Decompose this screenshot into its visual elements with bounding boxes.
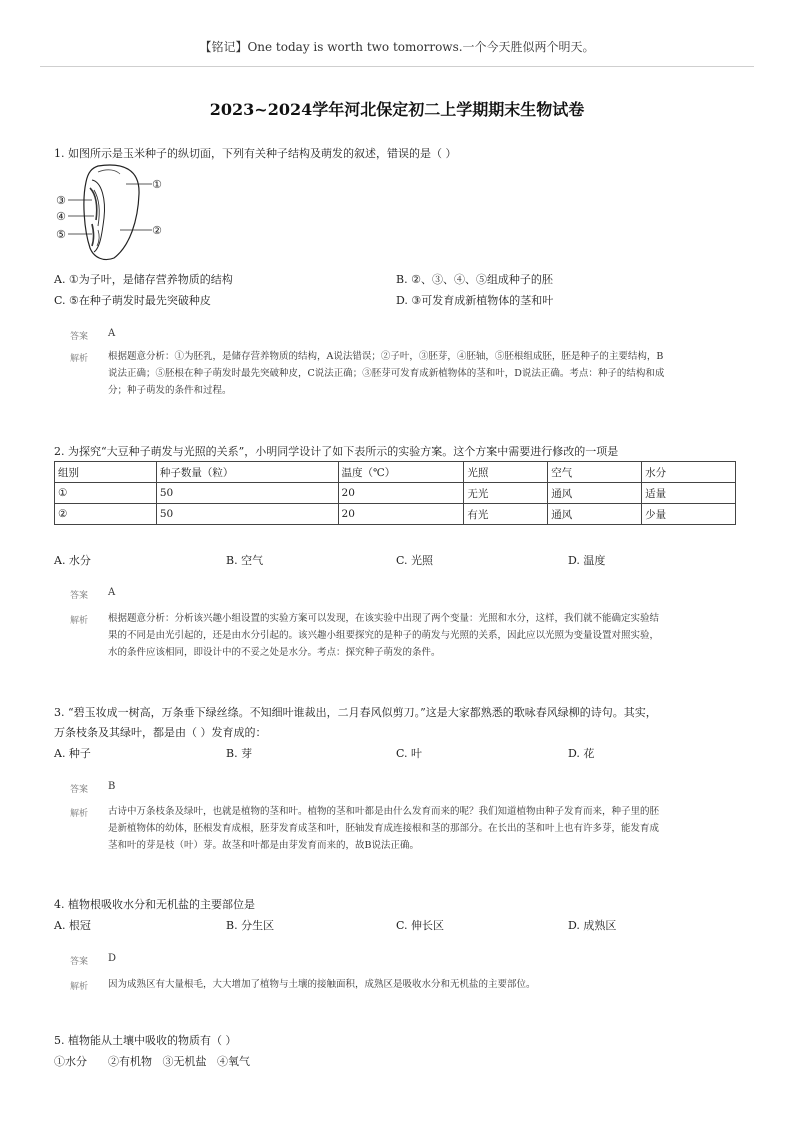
table-cell: ② [55, 504, 157, 525]
q3-option-d: D. 花 [568, 747, 595, 760]
table-cell: 50 [156, 483, 338, 504]
q4-analysis-label: 解析 [70, 982, 89, 992]
q2-stem: 2. 为探究“大豆种子萌发与光照的关系”，小明同学设计了如下表所示的实验方案。这个方案中需要进行修改的一项是 [54, 445, 619, 458]
table-header-cell: 种子数量（粒） [156, 462, 338, 483]
q1-analysis-line: 说法正确；⑤胚根在种子萌发时最先突破种皮，C说法正确；③胚芽可发育成新植物体的茎和叶，D说法正确。考点：种子的结构和成 [108, 368, 665, 379]
q1-option-b: B. ②、③、④、⑤组成种子的胚 [396, 273, 553, 286]
q1-option-d: D. ③可发育成新植物体的茎和叶 [396, 294, 554, 307]
q3-answer-label: 答案 [70, 785, 89, 795]
figure-label-3: ③ [56, 194, 66, 207]
header-motto: 【铭记】One today is worth two tomorrows.一个今天胜似两个明天。 [199, 40, 595, 54]
q2-analysis-label: 解析 [70, 616, 89, 626]
table-cell: 20 [338, 483, 464, 504]
q3-option-c: C. 叶 [396, 747, 423, 760]
q2-analysis [108, 610, 736, 661]
q2-analysis-line: 水的条件应该相同，即设计中的不妥之处是水分。考点：探究种子萌发的条件。 [108, 647, 441, 658]
page-title: 2023~2024学年河北保定初二上学期期末生物试卷 [209, 100, 585, 119]
table-cell: 50 [156, 504, 338, 525]
table-cell: 无光 [464, 483, 548, 504]
figure-label-2: ② [152, 224, 162, 237]
table-header-cell: 水分 [642, 462, 736, 483]
q4-answer-label: 答案 [70, 957, 89, 967]
q5-items: ①水分 ②有机物 ③无机盐 ④氧气 [54, 1055, 250, 1068]
q4-option-a: A. 根冠 [54, 919, 91, 932]
q4-stem: 4. 植物根吸收水分和无机盐的主要部位是 [54, 898, 255, 911]
table-cell: 有光 [464, 504, 548, 525]
q2-option-a: A. 水分 [54, 554, 91, 567]
q3-option-a: A. 种子 [54, 747, 91, 760]
q4-analysis-line: 因为成熟区有大量根毛，大大增加了植物与土壤的接触面积，成熟区是吸收水分和无机盐的主要部位。 [108, 979, 536, 990]
table-cell: 少量 [642, 504, 736, 525]
q3-option-b: B. 芽 [226, 747, 253, 760]
q1-stem: 1. 如图所示是玉米种子的纵切面，下列有关种子结构及萌发的叙述，错误的是（ ） [54, 147, 457, 160]
q3-analysis [108, 803, 736, 854]
q2-option-b: B. 空气 [226, 554, 264, 567]
table-cell: 20 [338, 504, 464, 525]
q4-answer-value: D [108, 953, 117, 964]
q3-stem-line-1: 3. “碧玉妆成一树高，万条垂下绿丝绦。不知细叶谁裁出，二月春风似剪刀。”这是大家都熟悉的歌咏春风绿柳的诗句。其实， [54, 706, 657, 719]
experiment-table [54, 461, 736, 525]
q2-option-c: C. 光照 [396, 554, 434, 567]
table-cell: 通风 [548, 504, 642, 525]
q1-analysis-line: 根据题意分析：①为胚乳，是储存营养物质的结构，A说法错误；②子叶，③胚芽，④胚轴，⑤胚根组成胚，胚是种子的主要结构，B [108, 351, 664, 362]
q2-option-d: D. 温度 [568, 554, 606, 567]
q3-analysis-label: 解析 [70, 809, 89, 819]
table-header-row [55, 462, 736, 483]
q3-analysis-line: 茎和叶的芽是枝（叶）芽。故茎和叶都是由芽发育而来的，故B说法正确。 [108, 840, 419, 851]
q2-answer-label: 答案 [70, 591, 89, 601]
figure-label-1: ① [152, 178, 162, 191]
table-header-cell: 组别 [55, 462, 157, 483]
q3-stem-line-2: 万条枝条及其绿叶，都是由（ ）发育成的： [54, 726, 267, 739]
table-header-cell: 温度（℃） [338, 462, 464, 483]
q1-answer-value: A [108, 328, 116, 339]
q1-option-a: A. ①为子叶，是储存营养物质的结构 [54, 273, 233, 286]
q1-analysis-line: 分；种子萌发的条件和过程。 [108, 385, 232, 396]
q2-analysis-line: 果的不同是由光引起的，还是由水分引起的。该兴趣小组要探究的是种子的萌发与光照的关系，因此应以光照为变量设置对照实验， [108, 630, 660, 641]
table-cell: 适量 [642, 483, 736, 504]
q3-analysis-line: 古诗中万条枝条及绿叶，也就是植物的茎和叶。植物的茎和叶都是由什么发育而来的呢？我们知道植物由种子发育而来，种子里的胚 [108, 806, 660, 817]
table-header-cell: 光照 [464, 462, 548, 483]
q1-analysis-label: 解析 [70, 354, 89, 364]
q5-stem: 5. 植物能从土壤中吸收的物质有（ ） [54, 1034, 237, 1047]
q3-analysis-line: 是新植物体的幼体，胚根发育成根，胚芽发育成茎和叶，胚轴发育成连接根和茎的那部分。在长出的茎和叶上也有许多芽，能发育成 [108, 823, 660, 834]
q1-answer-label: 答案 [70, 332, 89, 342]
table-row [55, 483, 736, 504]
q1-analysis [108, 348, 736, 399]
q3-answer-value: B [108, 781, 116, 792]
q4-option-c: C. 伸长区 [396, 919, 445, 932]
table-cell: 通风 [548, 483, 642, 504]
corn-seed-diagram [54, 160, 174, 262]
q1-option-c: C. ⑤在种子萌发时最先突破种皮 [54, 294, 211, 307]
figure-label-4: ④ [56, 210, 66, 223]
q4-analysis [108, 976, 736, 993]
q2-answer-value: A [108, 587, 116, 598]
q4-option-d: D. 成熟区 [568, 919, 617, 932]
figure-label-5: ⑤ [56, 228, 66, 241]
table-cell: ① [55, 483, 157, 504]
q4-option-b: B. 分生区 [226, 919, 275, 932]
header-divider [40, 66, 754, 67]
table-header-cell: 空气 [548, 462, 642, 483]
table-row [55, 504, 736, 525]
q2-analysis-line: 根据题意分析：分析该兴趣小组设置的实验方案可以发现，在该实验中出现了两个变量：光照和水分，这样，我们就不能确定实验结 [108, 613, 660, 624]
